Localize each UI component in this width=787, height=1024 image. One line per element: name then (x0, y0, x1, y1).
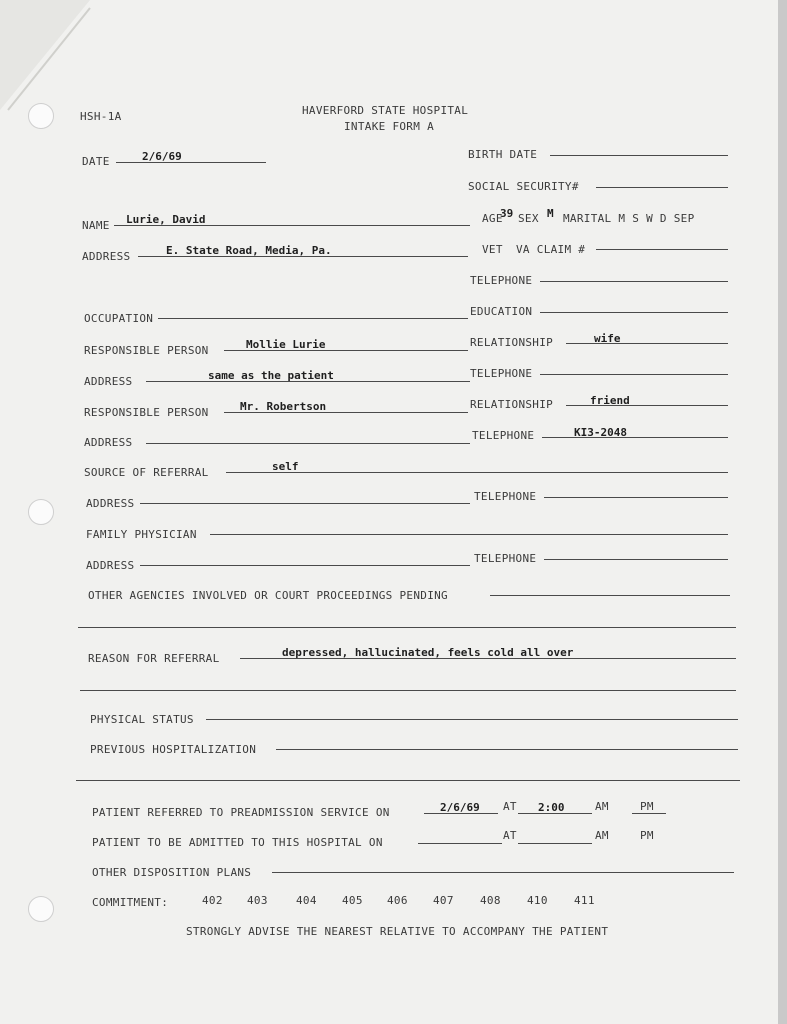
physician-telephone-line[interactable] (544, 559, 728, 560)
referred-am[interactable]: AM (595, 800, 609, 813)
resp1-address-value[interactable]: same as the patient (208, 369, 334, 382)
physician-telephone-label: TELEPHONE (474, 552, 537, 565)
physician-address-label: ADDRESS (86, 559, 135, 572)
resp1-address-label: ADDRESS (84, 375, 133, 388)
commitment-code[interactable]: 405 (342, 894, 363, 907)
source-line (226, 472, 728, 473)
date-line (116, 162, 266, 163)
admitted-label: PATIENT TO BE ADMITTED TO THIS HOSPITAL ON (92, 836, 383, 849)
family-physician-label: FAMILY PHYSICIAN (86, 528, 197, 541)
commitment-code[interactable]: 404 (296, 894, 317, 907)
source-telephone-label: TELEPHONE (474, 490, 537, 503)
punch-hole (28, 103, 54, 129)
age-value[interactable]: 39 (500, 207, 514, 220)
reason-line (240, 658, 736, 659)
admitted-at-label: AT (503, 829, 517, 842)
referred-time-line (518, 813, 592, 814)
referred-time[interactable]: 2:00 (538, 801, 565, 814)
other-agencies-line[interactable] (490, 595, 730, 596)
source-address-label: ADDRESS (86, 497, 135, 510)
referred-at-label: AT (503, 800, 517, 813)
commitment-label: COMMITMENT: (92, 896, 169, 909)
birth-date-line[interactable] (550, 155, 728, 156)
resp2-relationship-line (566, 405, 728, 406)
previous-hosp-line[interactable] (276, 749, 738, 750)
occupation-label: OCCUPATION (84, 312, 154, 325)
source-telephone-line[interactable] (544, 497, 728, 498)
telephone-label: TELEPHONE (470, 274, 533, 287)
pm-underline (632, 813, 666, 814)
birth-date-label: BIRTH DATE (468, 148, 538, 161)
footer-note: STRONGLY ADVISE THE NEAREST RELATIVE TO ACCOMPANY THE PATIENT (186, 925, 609, 938)
source-address-line[interactable] (140, 503, 470, 504)
referred-date[interactable]: 2/6/69 (440, 801, 480, 814)
previous-hosp-label: PREVIOUS HOSPITALIZATION (90, 743, 257, 756)
commitment-code[interactable]: 410 (527, 894, 548, 907)
previous-hosp-line-2[interactable] (76, 780, 740, 781)
other-disposition-line[interactable] (272, 872, 734, 873)
family-physician-line[interactable] (210, 534, 728, 535)
commitment-code[interactable]: 407 (433, 894, 454, 907)
resp2-relationship-label: RELATIONSHIP (470, 398, 554, 411)
source-value[interactable]: self (272, 460, 299, 473)
other-disposition-label: OTHER DISPOSITION PLANS (92, 866, 252, 879)
reason-value[interactable]: depressed, hallucinated, feels cold all over (282, 646, 574, 659)
vet-label: VET (482, 243, 503, 256)
sex-label: SEX (518, 212, 539, 225)
ssn-label: SOCIAL SECURITY# (468, 180, 579, 193)
reason-line-2[interactable] (80, 690, 736, 691)
address-value[interactable]: E. State Road, Media, Pa. (166, 244, 332, 257)
va-claim-label: VA CLAIM # (516, 243, 586, 256)
resp2-relationship[interactable]: friend (590, 394, 630, 407)
resp1-label: RESPONSIBLE PERSON (84, 344, 209, 357)
resp2-line (224, 412, 468, 413)
va-claim-line[interactable] (596, 249, 728, 250)
name-line (114, 225, 470, 226)
source-label: SOURCE OF REFERRAL (84, 466, 209, 479)
hospital-name: HAVERFORD STATE HOSPITAL (302, 104, 469, 117)
resp1-line (224, 350, 468, 351)
name-label: NAME (82, 219, 110, 232)
ssn-line[interactable] (596, 187, 728, 188)
other-agencies-label: OTHER AGENCIES INVOLVED OR COURT PROCEEDINGS PENDING (88, 589, 448, 602)
resp2-telephone-value[interactable]: KI3-2048 (574, 426, 627, 439)
resp2-address-label: ADDRESS (84, 436, 133, 449)
resp1-telephone-label: TELEPHONE (470, 367, 533, 380)
address-line (138, 256, 468, 257)
marital-label: MARITAL M S W D SEP (563, 212, 695, 225)
resp2-telephone-line (542, 437, 728, 438)
resp2-label: RESPONSIBLE PERSON (84, 406, 209, 419)
resp1-telephone-line[interactable] (540, 374, 728, 375)
referred-date-line (424, 813, 498, 814)
physical-status-line[interactable] (206, 719, 738, 720)
page-edge (778, 0, 787, 1024)
commitment-code[interactable]: 403 (247, 894, 268, 907)
education-line[interactable] (540, 312, 728, 313)
folded-corner (0, 0, 120, 120)
date-value[interactable]: 2/6/69 (142, 150, 182, 163)
education-label: EDUCATION (470, 305, 533, 318)
resp1-relationship[interactable]: wife (594, 332, 621, 345)
commitment-code[interactable]: 411 (574, 894, 595, 907)
resp1-relationship-line (566, 343, 728, 344)
punch-hole (28, 499, 54, 525)
address-label: ADDRESS (82, 250, 131, 263)
sex-value[interactable]: M (547, 207, 554, 220)
referred-pm[interactable]: PM (640, 800, 654, 813)
admitted-pm[interactable]: PM (640, 829, 654, 842)
resp2-address-line[interactable] (146, 443, 470, 444)
occupation-line[interactable] (158, 318, 468, 319)
commitment-code[interactable]: 402 (202, 894, 223, 907)
relationship-label: RELATIONSHIP (470, 336, 554, 349)
telephone-line[interactable] (540, 281, 728, 282)
resp2-value[interactable]: Mr. Robertson (240, 400, 327, 413)
other-agencies-line-2[interactable] (78, 627, 736, 628)
date-label: DATE (82, 155, 110, 168)
admitted-date-line[interactable] (418, 843, 502, 844)
physician-address-line[interactable] (140, 565, 470, 566)
resp1-value[interactable]: Mollie Lurie (246, 338, 326, 351)
physical-status-label: PHYSICAL STATUS (90, 713, 194, 726)
reason-label: REASON FOR REFERRAL (88, 652, 220, 665)
age-label: AGE (482, 212, 503, 225)
referred-label: PATIENT REFERRED TO PREADMISSION SERVICE ON (92, 806, 390, 819)
admitted-am[interactable]: AM (595, 829, 609, 842)
resp2-telephone-label: TELEPHONE (472, 429, 535, 442)
punch-hole (28, 896, 54, 922)
name-value[interactable]: Lurie, David (126, 213, 206, 226)
resp1-address-line (146, 381, 470, 382)
commitment-code[interactable]: 406 (387, 894, 408, 907)
admitted-time-line[interactable] (518, 843, 592, 844)
form-code: HSH-1A (80, 110, 122, 123)
form-title: INTAKE FORM A (344, 120, 434, 133)
commitment-code[interactable]: 408 (480, 894, 501, 907)
